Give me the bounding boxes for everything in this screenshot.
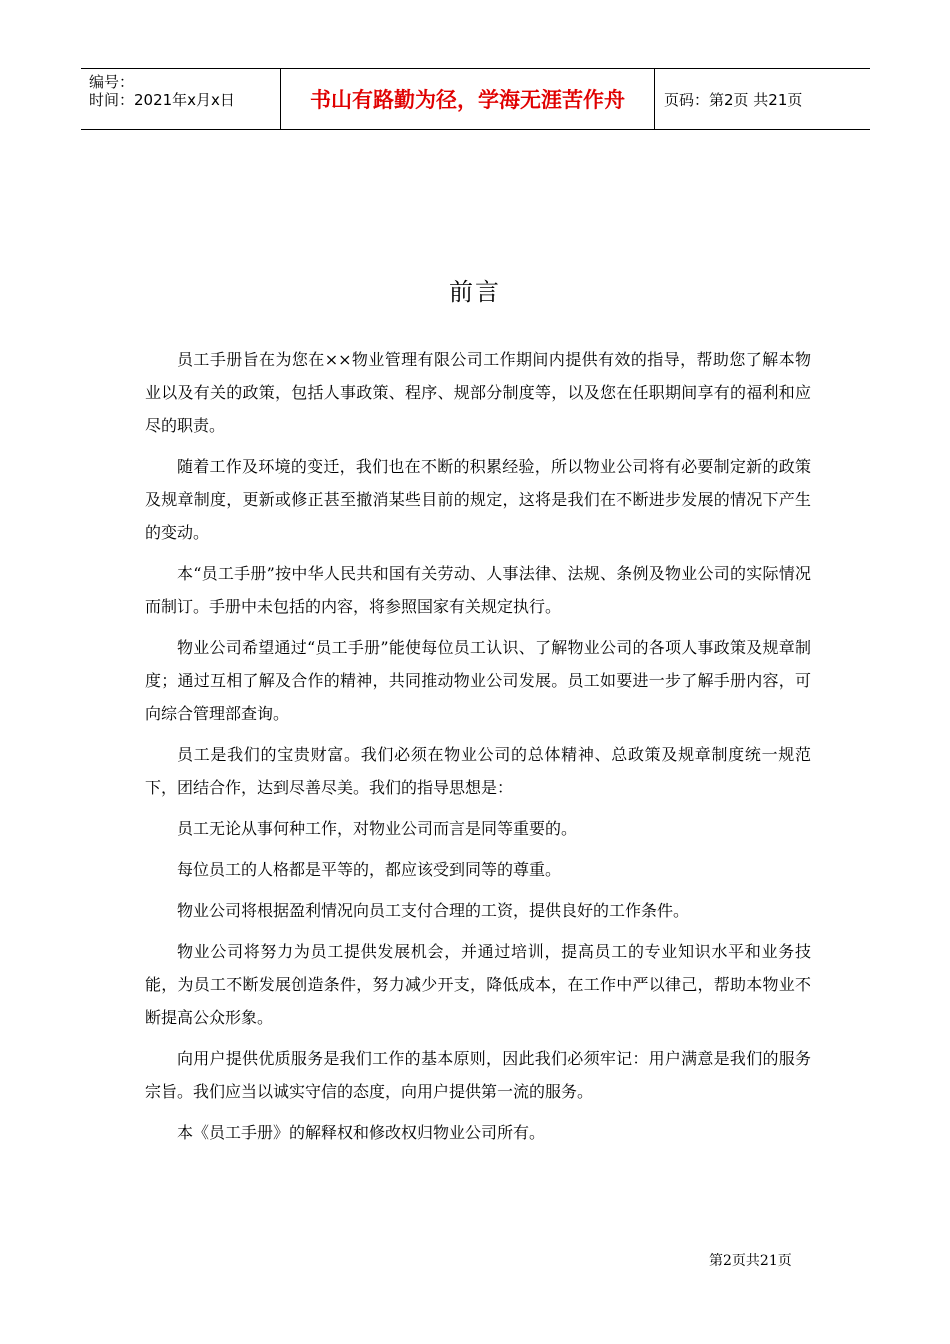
document-number: 编号： <box>89 73 135 91</box>
paragraph: 本“员工手册”按中华人民共和国有关劳动、人事法律、法规、条例及物业公司的实际情况而制订。手册中未包括的内容，将参照国家有关规定执行。 <box>145 564 811 616</box>
paragraph: 员工无论从事何种工作，对物业公司而言是同等重要的。 <box>177 819 578 838</box>
paragraph: 员工手册旨在为您在××物业管理有限公司工作期间内提供有效的指导，帮助您了解本物业以及有关的政策，包括人事政策、程序、规部分制度等，以及您在任职期间享有的福利和应尽的职责。 <box>145 350 811 435</box>
paragraph: 随着工作及环境的变迁，我们也在不断的积累经验，所以物业公司将有必要制定新的政策及规章制度，更新或修正甚至撤消某些目前的规定，这将是我们在不断进步发展的情况下产生的变动。 <box>145 457 811 542</box>
header-meta <box>81 69 281 129</box>
document-body <box>145 343 811 1157</box>
page-title: 前言 <box>449 278 501 306</box>
header-page-info: 页码：第2页 共21页 <box>664 90 803 109</box>
paragraph: 物业公司将努力为员工提供发展机会，并通过培训，提高员工的专业知识水平和业务技能，为员工不断发展创造条件，努力减少开支，降低成本，在工作中严以律己，帮助本物业不断提高公众形象。 <box>145 942 811 1027</box>
paragraph: 物业公司将根据盈利情况向员工支付合理的工资，提供良好的工作条件。 <box>177 901 690 920</box>
paragraph: 每位员工的人格都是平等的，都应该受到同等的尊重。 <box>177 860 562 879</box>
paragraph: 物业公司希望通过“员工手册”能使每位员工认识、了解物业公司的各项人事政策及规章制度；通过互相了解及合作的精神，共同推动物业公司发展。员工如要进一步了解手册内容，可向综合管理部查询。 <box>145 638 811 723</box>
paragraph: 向用户提供优质服务是我们工作的基本原则，因此我们必须牢记：用户满意是我们的服务宗旨。我们应当以诚实守信的态度，向用户提供第一流的服务。 <box>145 1049 811 1101</box>
document-date: 时间：2021年x月x日 <box>89 91 235 109</box>
page-header <box>81 68 870 130</box>
paragraph: 员工是我们的宝贵财富。我们必须在物业公司的总体精神、总政策及规章制度统一规范下，团结合作，达到尽善尽美。我们的指导思想是： <box>145 745 811 797</box>
paragraph: 本《员工手册》的解释权和修改权归物业公司所有。 <box>177 1123 546 1142</box>
header-motto: 书山有路勤为径，学海无涯苦作舟 <box>281 69 655 129</box>
page-footer-number: 第2页共21页 <box>709 1253 792 1269</box>
